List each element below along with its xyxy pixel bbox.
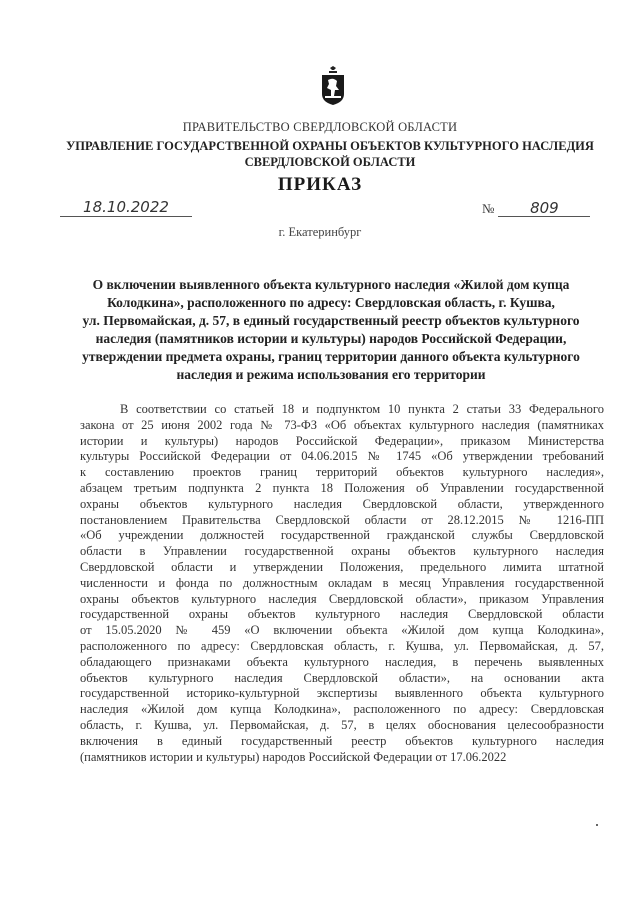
department-name-line-1: УПРАВЛЕНИЕ ГОСУДАРСТВЕННОЙ ОХРАНЫ ОБЪЕКТОВ КУЛЬТУРНОГО НАСЛЕДИЯ: [66, 139, 594, 153]
document-number-field: [482, 200, 590, 217]
body-line: государственной историко-культурной экспертизы выявленного объекта культурного: [80, 686, 604, 701]
document-number: 809: [498, 200, 590, 217]
body-line: постановлением Правительства Свердловской области от 28.12.2015 № 1216-ПП: [80, 512, 604, 527]
body-line: обладающего признаками объекта культурного наследия, в перечень выявленных: [80, 654, 604, 669]
body-line: расположенного по адресу: Свердловская область, г. Кушва, ул. Первомайская, д. 57,: [80, 638, 604, 653]
body-line: (памятников истории и культуры) народов Российской Федерации от 17.06.2022: [80, 749, 507, 764]
body-line: истории и культуры) народов Российской Федерации», приказом Министерства: [80, 433, 604, 448]
title-line: утверждении предмета охраны, границ территории данного объекта культурного: [82, 349, 580, 364]
body-line: объектов культурного наследия Свердловской области», на основании акта: [80, 670, 604, 685]
body-line: государственной охраны объектов культурного наследия Свердловской области: [80, 607, 604, 622]
department-name-line-2: СВЕРДЛОВСКОЙ ОБЛАСТИ: [244, 155, 416, 169]
body-line: области в Управлении государственной охраны объектов культурного наследия: [80, 544, 604, 559]
body-line: абзацем третьим подпункта 2 пункта 18 Положения об Управлении государственной: [80, 480, 604, 495]
body-line: В соответствии со статьей 18 и подпунктом 10 пункта 2 статьи 33 Федерального: [120, 402, 604, 416]
scan-speck: [596, 824, 598, 826]
document-date: 18.10.2022: [60, 198, 192, 217]
body-line: закона от 25 июня 2002 года № 73-ФЗ «Об объектах культурного наследия (памятниках: [80, 417, 604, 432]
document-city: г. Екатеринбург: [278, 225, 362, 239]
coat-of-arms-emblem: [320, 66, 346, 106]
number-sign: №: [482, 201, 495, 216]
title-line: наследия и режима использования его территории: [176, 367, 486, 382]
body-line: культуры Российской Федерации от 04.06.2015 № 1745 «Об утверждении требований: [80, 449, 604, 464]
document-type: ПРИКАЗ: [277, 174, 363, 195]
body-line: к составлению проектов границ территорий объектов культурного наследия»,: [80, 465, 604, 480]
body-line: область, г. Кушва, ул. Первомайская, д. 57, в целях обоснования целесообразности: [80, 717, 604, 732]
document-body: [80, 402, 604, 765]
title-line: наследия (памятников истории и культуры) народов Российской Федерации,: [95, 331, 567, 346]
department-name: [60, 138, 600, 170]
body-line: «Об учреждении должностей государственной гражданской службы Свердловской: [80, 528, 604, 543]
title-line: ул. Первомайская, д. 57, в единый государственный реестр объектов культурного: [82, 313, 580, 328]
title-line: Колодкина», расположенного по адресу: Свердловская область, г. Кушва,: [107, 295, 555, 310]
title-line: О включении выявленного объекта культурного наследия «Жилой дом купца: [92, 277, 570, 292]
document-title: [62, 276, 600, 384]
government-name: ПРАВИТЕЛЬСТВО СВЕРДЛОВСКОЙ ОБЛАСТИ: [182, 120, 458, 134]
body-line: охраны объектов культурного наследия Свердловской области», приказом Управления: [80, 591, 604, 606]
body-line: Свердловской области и утверждении Положения, предельного лимита штатной: [80, 559, 604, 574]
body-line: численности и фонда по должностным окладам в месяц Управления государственной: [80, 575, 604, 590]
body-line: включения в единый государственный реестр объектов культурного наследия: [80, 733, 604, 748]
body-line: от 15.05.2020 № 459 «О включении объекта «Жилой дом купца Колодкина»,: [80, 623, 604, 638]
body-line: охраны объектов культурного наследия Свердловской области, утвержденного: [80, 496, 604, 511]
body-line: наследия «Жилой дом купца Колодкина», расположенного по адресу: Свердловская: [80, 702, 604, 717]
